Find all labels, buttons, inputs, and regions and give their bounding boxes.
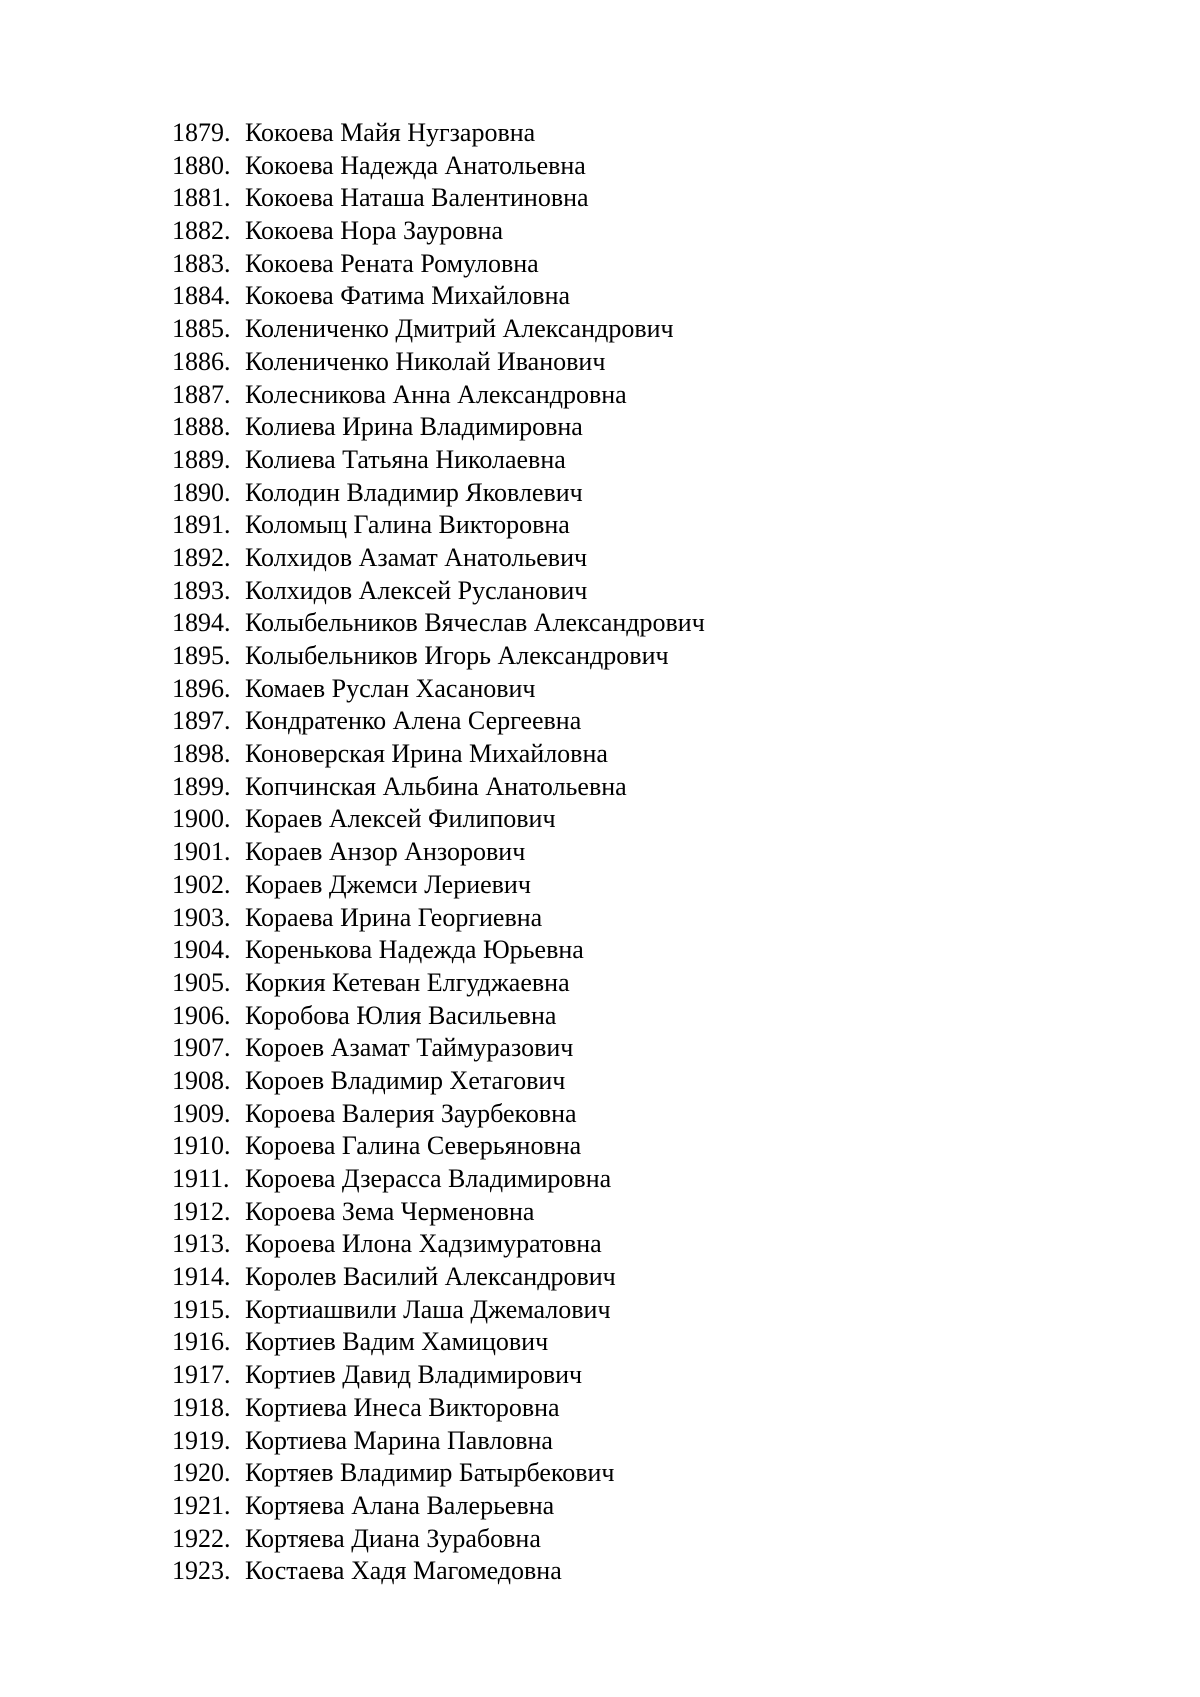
- entry-number: 1901.: [172, 837, 231, 867]
- entry-name: Кортяева Алана Валерьевна: [245, 1490, 555, 1520]
- entry-number: 1903.: [172, 902, 231, 932]
- list-item: [172, 1326, 705, 1359]
- list-item: [172, 1555, 705, 1588]
- entry-name: Кораев Алексей Филипович: [245, 804, 556, 834]
- entry-number: 1913.: [172, 1229, 231, 1259]
- name-list: [172, 117, 705, 1588]
- entry-number: 1880.: [172, 150, 231, 180]
- list-item: [172, 1163, 705, 1196]
- entry-name: Колениченко Николай Иванович: [245, 346, 606, 376]
- entry-number: 1904.: [172, 935, 231, 965]
- list-item: [172, 1196, 705, 1229]
- entry-name: Кокоева Рената Ромуловна: [245, 248, 539, 278]
- entry-number: 1919.: [172, 1425, 231, 1455]
- list-item: [172, 150, 705, 183]
- list-item: [172, 902, 705, 935]
- entry-number: 1906.: [172, 1000, 231, 1030]
- entry-number: 1907.: [172, 1033, 231, 1063]
- entry-name: Кондратенко Алена Сергеевна: [245, 706, 582, 736]
- entry-number: 1892.: [172, 542, 231, 572]
- entry-number: 1894.: [172, 608, 231, 638]
- entry-number: 1888.: [172, 412, 231, 442]
- entry-name: Короев Азамат Таймуразович: [245, 1033, 574, 1063]
- entry-name: Колиева Татьяна Николаевна: [245, 444, 566, 474]
- entry-name: Короева Валерия Заурбековна: [245, 1098, 577, 1128]
- entry-name: Кортиев Вадим Хамицович: [245, 1327, 549, 1357]
- entry-number: 1896.: [172, 673, 231, 703]
- list-item: [172, 248, 705, 281]
- entry-name: Колодин Владимир Яковлевич: [245, 477, 583, 507]
- entry-name: Кортиашвили Лаша Джемалович: [245, 1294, 611, 1324]
- entry-number: 1900.: [172, 804, 231, 834]
- entry-name: Коренькова Надежда Юрьевна: [245, 935, 584, 965]
- entry-name: Кокоева Нора Зауровна: [245, 216, 503, 246]
- entry-name: Кораева Ирина Георгиевна: [245, 902, 543, 932]
- entry-number: 1879.: [172, 118, 231, 147]
- list-item: [172, 117, 705, 150]
- entry-number: 1884.: [172, 281, 231, 311]
- entry-name: Колхидов Азамат Анатольевич: [245, 542, 588, 572]
- entry-number: 1890.: [172, 477, 231, 507]
- entry-name: Короев Владимир Хетагович: [245, 1065, 566, 1095]
- entry-number: 1923.: [172, 1556, 231, 1586]
- list-item: [172, 1425, 705, 1458]
- entry-number: 1902.: [172, 869, 231, 899]
- list-item: [172, 411, 705, 444]
- entry-name: Кокоева Майя Нугзаровна: [245, 118, 536, 147]
- entry-number: 1918.: [172, 1392, 231, 1422]
- list-item: [172, 575, 705, 608]
- entry-number: 1911.: [172, 1164, 230, 1193]
- entry-name: Кокоева Надежда Анатольевна: [245, 150, 586, 180]
- list-item: [172, 836, 705, 869]
- entry-number: 1881.: [172, 183, 231, 213]
- entry-number: 1895.: [172, 641, 231, 670]
- entry-name: Короева Зема Черменовна: [245, 1196, 535, 1226]
- entry-name: Коломыц Галина Викторовна: [245, 510, 570, 540]
- list-item: [172, 346, 705, 379]
- entry-name: Короева Дзерасса Владимировна: [245, 1164, 612, 1193]
- list-item: [172, 1261, 705, 1294]
- entry-number: 1917.: [172, 1360, 231, 1390]
- entry-number: 1885.: [172, 314, 231, 344]
- entry-number: 1908.: [172, 1065, 231, 1095]
- list-item: [172, 182, 705, 215]
- list-item: [172, 1065, 705, 1098]
- entry-number: 1891.: [172, 510, 231, 540]
- list-item: [172, 1228, 705, 1261]
- list-item: [172, 1457, 705, 1490]
- entry-name: Короева Илона Хадзимуратовна: [245, 1229, 602, 1259]
- entry-name: Кораев Анзор Анзорович: [245, 837, 526, 867]
- list-item: [172, 280, 705, 313]
- list-item: [172, 1032, 705, 1065]
- list-item: [172, 1523, 705, 1556]
- list-item: [172, 1000, 705, 1033]
- list-item: [172, 379, 705, 412]
- entry-number: 1893.: [172, 575, 231, 605]
- entry-number: 1915.: [172, 1294, 231, 1324]
- list-item: [172, 215, 705, 248]
- entry-number: 1920.: [172, 1458, 231, 1488]
- list-item: [172, 1130, 705, 1163]
- entry-number: 1909.: [172, 1098, 231, 1128]
- entry-name: Колиева Ирина Владимировна: [245, 412, 583, 442]
- list-item: [172, 1294, 705, 1327]
- list-item: [172, 640, 705, 673]
- entry-number: 1905.: [172, 967, 231, 997]
- entry-number: 1922.: [172, 1523, 231, 1553]
- list-item: [172, 1359, 705, 1392]
- entry-name: Комаев Руслан Хасанович: [245, 673, 536, 703]
- list-item: [172, 673, 705, 706]
- entry-name: Кокоева Фатима Михайловна: [245, 281, 571, 311]
- entry-name: Кортяев Владимир Батырбекович: [245, 1458, 615, 1488]
- entry-name: Копчинская Альбина Анатольевна: [245, 771, 627, 801]
- entry-name: Кортиева Марина Павловна: [245, 1425, 553, 1455]
- list-item: [172, 542, 705, 575]
- entry-name: Кортиева Инеса Викторовна: [245, 1392, 560, 1422]
- entry-number: 1910.: [172, 1131, 231, 1161]
- list-item: [172, 771, 705, 804]
- entry-number: 1916.: [172, 1327, 231, 1357]
- entry-name: Колхидов Алексей Русланович: [245, 575, 588, 605]
- entry-name: Колыбельников Вячеслав Александрович: [245, 608, 705, 638]
- entry-name: Кокоева Наташа Валентиновна: [245, 183, 589, 213]
- entry-name: Коркия Кетеван Елгуджаевна: [245, 967, 570, 997]
- entry-name: Колесникова Анна Александровна: [245, 379, 627, 409]
- entry-name: Кортяева Диана Зурабовна: [245, 1523, 541, 1553]
- list-item: [172, 1392, 705, 1425]
- entry-number: 1912.: [172, 1196, 231, 1226]
- entry-number: 1883.: [172, 248, 231, 278]
- list-item: [172, 607, 705, 640]
- entry-number: 1914.: [172, 1262, 231, 1292]
- entry-number: 1898.: [172, 739, 231, 769]
- list-item: [172, 738, 705, 771]
- entry-name: Короева Галина Северьяновна: [245, 1131, 582, 1161]
- entry-name: Королев Василий Александрович: [245, 1262, 616, 1292]
- entry-number: 1886.: [172, 346, 231, 376]
- entry-name: Костаева Хадя Магомедовна: [245, 1556, 562, 1586]
- list-item: [172, 1490, 705, 1523]
- entry-name: Коноверская Ирина Михайловна: [245, 739, 608, 769]
- list-item: [172, 1098, 705, 1131]
- list-item: [172, 705, 705, 738]
- entry-number: 1887.: [172, 379, 231, 409]
- list-item: [172, 869, 705, 902]
- list-item: [172, 967, 705, 1000]
- entry-number: 1899.: [172, 771, 231, 801]
- list-item: [172, 477, 705, 510]
- list-item: [172, 444, 705, 477]
- entry-number: 1889.: [172, 444, 231, 474]
- entry-name: Коробова Юлия Васильевна: [245, 1000, 557, 1030]
- entry-name: Колыбельников Игорь Александрович: [245, 641, 669, 670]
- entry-number: 1921.: [172, 1490, 231, 1520]
- entry-name: Кораев Джемси Лериевич: [245, 869, 531, 899]
- entry-name: Колениченко Дмитрий Александрович: [245, 314, 674, 344]
- entry-number: 1882.: [172, 216, 231, 246]
- list-item: [172, 509, 705, 542]
- list-item: [172, 313, 705, 346]
- entry-name: Кортиев Давид Владимирович: [245, 1360, 583, 1390]
- list-item: [172, 934, 705, 967]
- entry-number: 1897.: [172, 706, 231, 736]
- list-item: [172, 803, 705, 836]
